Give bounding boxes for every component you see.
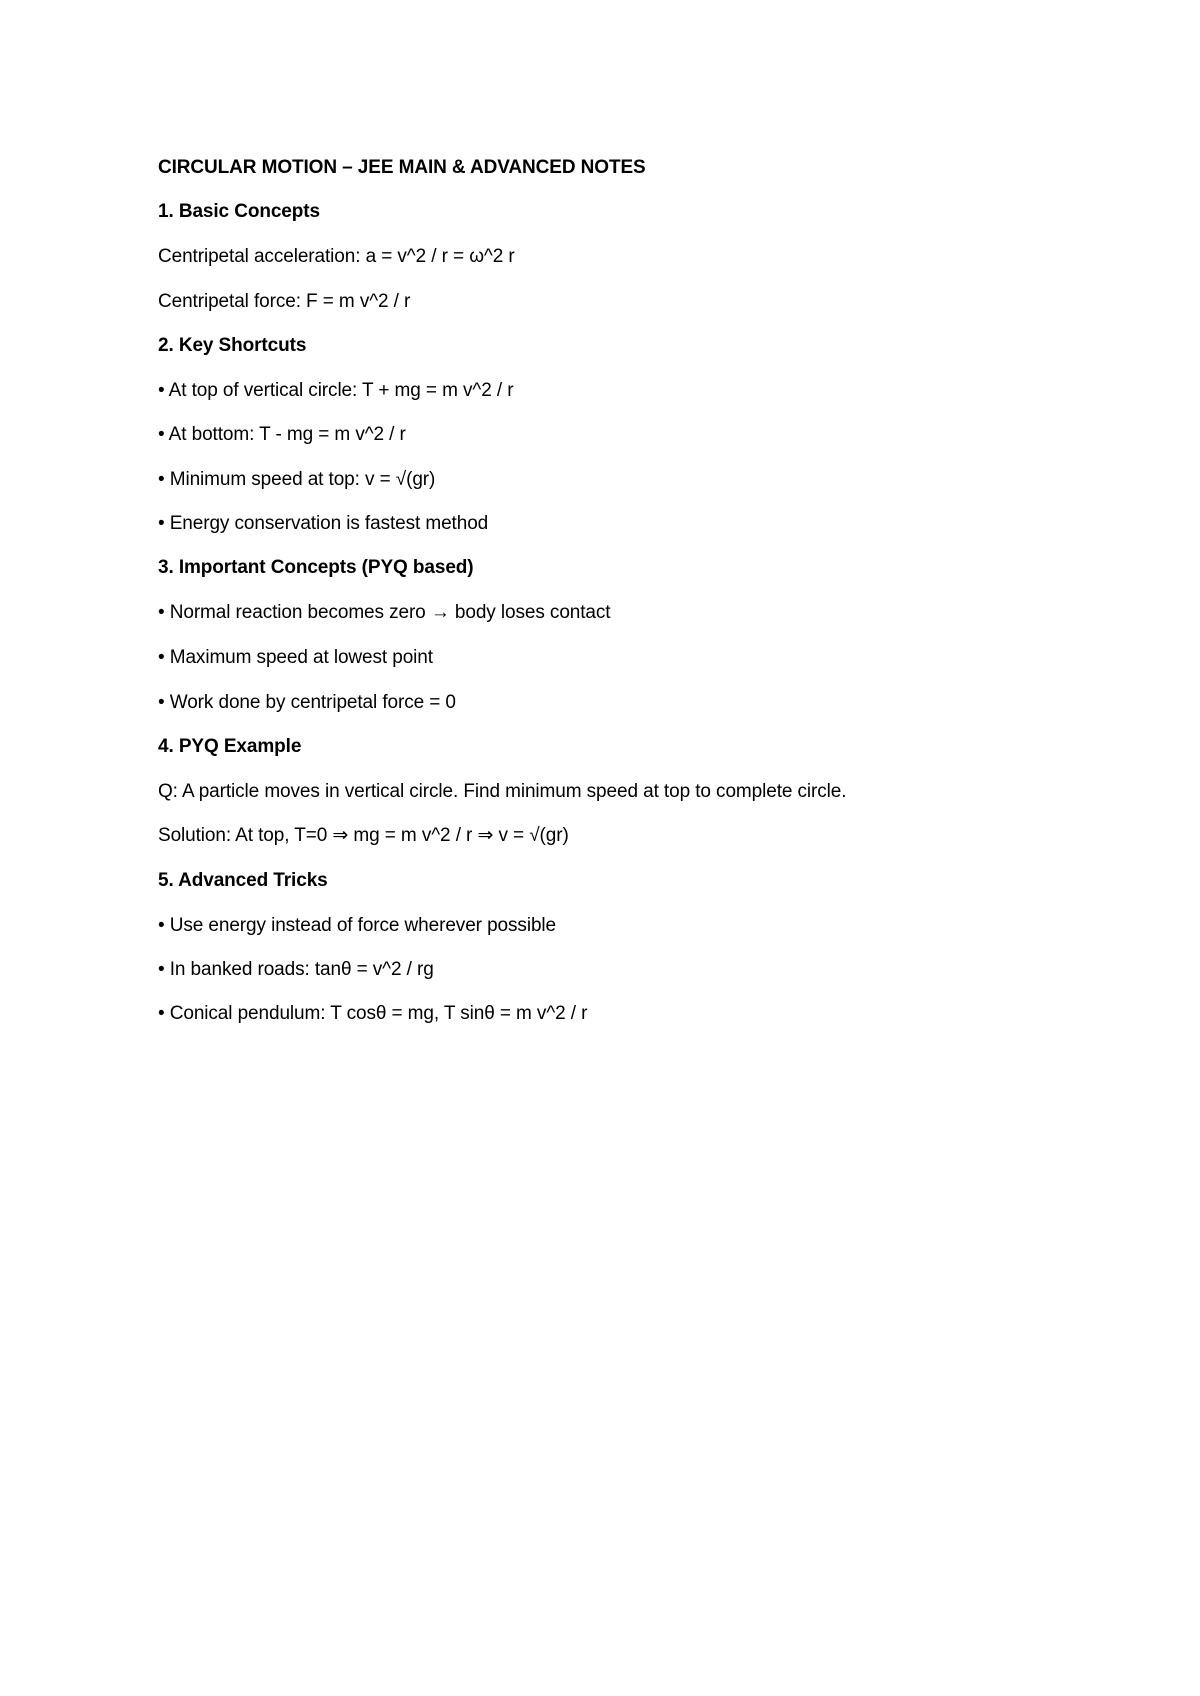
bullet-item: • Work done by centripetal force = 0 <box>158 692 456 713</box>
section-heading-pyq-example: 4. PYQ Example <box>158 736 302 757</box>
document-title: CIRCULAR MOTION – JEE MAIN & ADVANCED NOTES <box>158 157 646 178</box>
bullet-item: • Energy conservation is fastest method <box>158 513 489 534</box>
text-line: Centripetal force: F = m v^2 / r <box>158 291 411 312</box>
bullet-item: • Conical pendulum: T cosθ = mg, T sinθ = m v^2 / r <box>158 1003 588 1024</box>
bullet-item: • At top of vertical circle: T + mg = m v^2 / r <box>158 380 514 401</box>
section-heading-key-shortcuts: 2. Key Shortcuts <box>158 335 307 356</box>
section-heading-basic-concepts: 1. Basic Concepts <box>158 201 320 222</box>
text-line: Centripetal acceleration: a = v^2 / r = ω^2 r <box>158 246 515 267</box>
solution-line: Solution: At top, T=0 ⇒ mg = m v^2 / r ⇒ v = √(gr) <box>158 825 569 846</box>
section-heading-important-concepts: 3. Important Concepts (PYQ based) <box>158 557 474 578</box>
section-heading-advanced-tricks: 5. Advanced Tricks <box>158 870 328 891</box>
bullet-item: • In banked roads: tanθ = v^2 / rg <box>158 959 434 980</box>
question-line: Q: A particle moves in vertical circle. Find minimum speed at top to complete circle. <box>158 781 847 802</box>
bullet-item: • Minimum speed at top: v = √(gr) <box>158 469 436 490</box>
bullet-item: • At bottom: T - mg = m v^2 / r <box>158 424 406 445</box>
bullet-item: • Normal reaction becomes zero → body loses contact <box>158 602 611 623</box>
bullet-item: • Use energy instead of force wherever possible <box>158 915 556 936</box>
bullet-item: • Maximum speed at lowest point <box>158 647 433 668</box>
